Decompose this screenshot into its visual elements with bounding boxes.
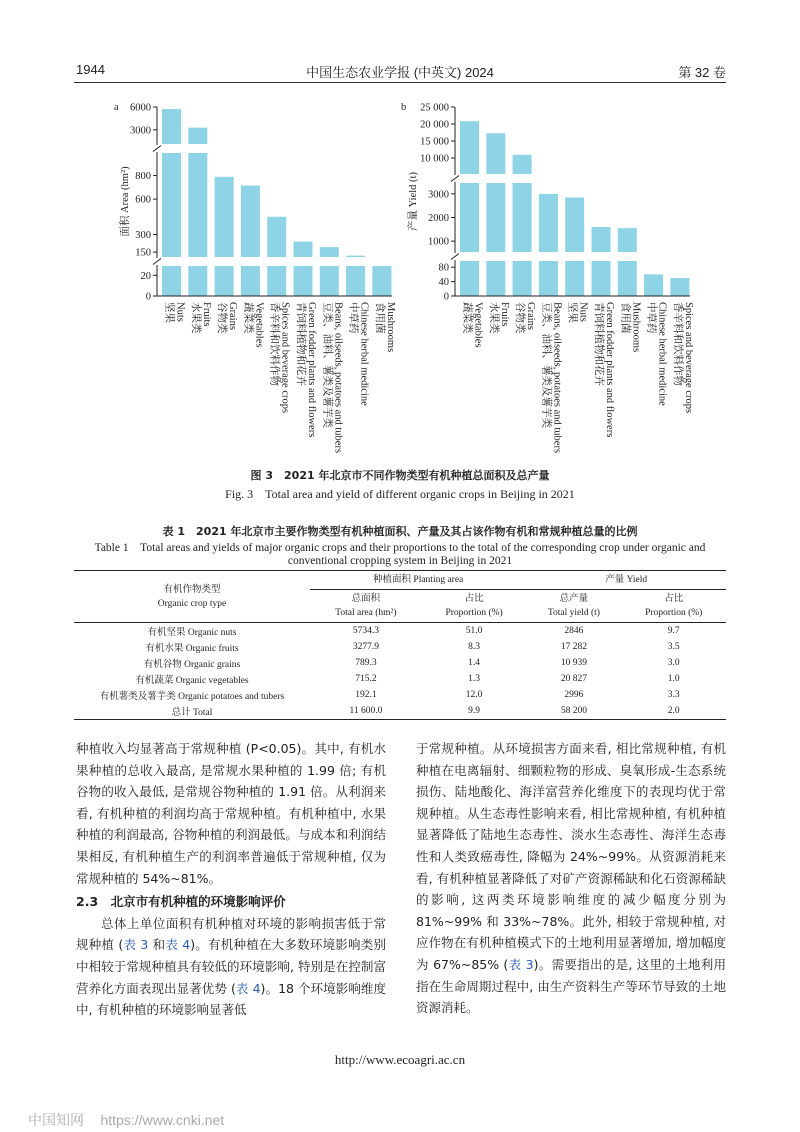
- category-label-zh: 坚果: [163, 302, 175, 323]
- category-label-en: Nuts: [174, 302, 186, 322]
- table-4-ref[interactable]: 表 4: [165, 937, 191, 953]
- journal-title: 中国生态农业学报 (中英文) 2024: [306, 65, 494, 80]
- table-row: [74, 623, 726, 640]
- header-crop-type-zh: 有机作物类型: [163, 584, 221, 595]
- row-type: 有机蔬菜 Organic vegetables: [135, 676, 249, 686]
- category-label-zh: 豆类、油料、薯类及薯芋类: [540, 302, 552, 428]
- header-crop-type-en: Organic crop type: [157, 598, 227, 609]
- bar-vegetables: [241, 186, 260, 296]
- table-caption-en-line2: conventional cropping system in Beijing in 2021: [287, 555, 513, 567]
- paragraph: 种植收入均显著高于常规种植 (P<0.05)。其中, 有机水果种植的总收入最高, 是常规水果种植的 1.99 倍; 有机谷物的收入最低, 是常规谷物种植的 1.91 倍。从利润来看, 有机种植的利润均高于常规种植。有机种植中, 水果种植的利润最高, 谷物种植的利润最低。与成本和利润结果相反, 有机种植生产的利润率普遍低于常规种植, 仅为常规种植的 54%~81%。: [76, 741, 386, 886]
- bar-beans-oilseeds-potatoes-and-tubers: [539, 194, 558, 296]
- page-number: 1944: [76, 62, 105, 77]
- header-yield: 产量 Yield: [526, 571, 726, 590]
- header-total-area: 总面积 Total area (hm²): [335, 594, 397, 618]
- panel-letter: b: [401, 102, 407, 113]
- row-area-prop: 1.3: [468, 674, 481, 684]
- y-tick-label: 10 000: [420, 153, 449, 165]
- header-crop-type: [74, 571, 310, 623]
- y-tick-label: 40: [438, 277, 449, 289]
- y-tick-label: 3000: [428, 189, 449, 201]
- header-yield-proportion: 占比 Proportion (%): [645, 594, 703, 618]
- category-label-zh: 坚果: [566, 302, 578, 323]
- table-row: [74, 655, 726, 671]
- volume-label: 第 32 卷: [678, 65, 726, 80]
- row-area: 5734.3: [352, 626, 379, 636]
- category-label-zh: 青饲料植物和花卉: [295, 302, 306, 386]
- bar-mushrooms: [372, 265, 391, 296]
- category-label-zh: 谷物类: [216, 302, 228, 334]
- watermark-zh: 中国知网: [28, 1113, 84, 1129]
- bar-spices-and-beverage-crops: [670, 278, 689, 296]
- y-tick-label: 20: [140, 270, 151, 282]
- row-type: 有机谷物 Organic grains: [143, 660, 241, 670]
- row-yield: 20 827: [560, 674, 587, 684]
- row-yield: 10 939: [560, 658, 587, 668]
- category-label-zh: 水果类: [487, 302, 499, 334]
- y-tick-label: 0: [443, 291, 449, 303]
- watermark-url: https://www.cnki.net: [100, 1112, 225, 1128]
- table-row-total: [74, 703, 726, 720]
- table-3-ref[interactable]: 表 3: [508, 956, 534, 972]
- row-area-prop: 8.3: [468, 642, 481, 652]
- axis-break: [154, 144, 395, 153]
- category-label-zh: 豆类、油料、薯类及薯芋类: [321, 302, 333, 428]
- category-label-zh: 香辛料和饮料作物: [671, 302, 683, 386]
- footer-url[interactable]: http://www.ecoagri.ac.cn: [334, 1052, 466, 1067]
- bar-fruits: [486, 133, 505, 296]
- table-caption-en-line1: Table 1 Total areas and yields of major organic crops and their proportions to the total of the corresponding crop under organic and: [94, 542, 706, 554]
- body-right-column: [416, 738, 726, 1019]
- row-yield-prop: 2.0: [667, 706, 680, 716]
- row-yield: 58 200: [560, 706, 587, 716]
- category-label-en: Fruits: [200, 302, 212, 327]
- category-label-en: Grains: [525, 302, 537, 330]
- panel-letter: a: [114, 102, 119, 113]
- row-yield-prop: 3.5: [667, 642, 680, 652]
- category-label-zh: 青饲料植物和花卉: [593, 302, 604, 386]
- y-axis-label: 面积 Area (hm²): [120, 166, 131, 237]
- category-label-zh: 食用菌: [619, 302, 631, 334]
- y-tick-label: 20 000: [420, 119, 449, 131]
- y-tick-label: 15 000: [420, 136, 449, 148]
- category-label-zh: 食用菌: [373, 302, 385, 334]
- y-tick-label: 1000: [428, 236, 449, 248]
- axis-break: [452, 252, 693, 261]
- category-label-en: Beans, oilseeds, potatoes and tubers: [551, 302, 563, 454]
- category-label-en: Vegetables: [253, 302, 265, 348]
- table-row: [74, 687, 726, 703]
- category-label-en: Chinese herbal medicine: [358, 302, 370, 406]
- category-label-zh: 香辛料和饮料作物: [268, 302, 280, 386]
- row-type: 有机坚果 Organic nuts: [147, 628, 237, 638]
- category-label-en: Nuts: [577, 302, 589, 322]
- row-yield: 2996: [564, 690, 584, 700]
- category-label-zh: 中草药: [645, 302, 657, 334]
- category-label-en: Chinese herbal medicine: [656, 302, 668, 406]
- row-type: 有机薯类及薯芋类 Organic potatoes and tubers: [99, 692, 285, 702]
- category-label-en: Mushrooms: [384, 302, 396, 353]
- bar-green-fodder-plants-and-flowers: [592, 227, 611, 296]
- category-label-en: Green fodder plants and flowers: [306, 302, 317, 438]
- y-tick-label: 0: [145, 291, 151, 303]
- row-area-prop: 9.9: [468, 706, 481, 716]
- watermark-cnki: [28, 1110, 224, 1130]
- panel-a: [114, 102, 396, 453]
- bar-mushrooms: [618, 228, 637, 296]
- category-label-zh: 谷物类: [514, 302, 526, 334]
- row-area-prop: 1.4: [468, 658, 481, 668]
- table-row: [74, 639, 726, 655]
- table-3-ref[interactable]: 表 3: [123, 937, 149, 953]
- category-label-en: Green fodder plants and flowers: [604, 302, 615, 438]
- row-area: 715.2: [355, 674, 377, 684]
- category-label-zh: 蔬菜类: [461, 302, 473, 334]
- bar-vegetables: [460, 121, 479, 296]
- bar-nuts: [565, 197, 584, 296]
- row-yield-prop: 1.0: [667, 674, 680, 684]
- y-tick-label: 6000: [130, 102, 151, 114]
- y-tick-label: 2000: [428, 213, 449, 224]
- row-yield-prop: 3.3: [667, 690, 680, 700]
- row-area-prop: 51.0: [465, 626, 483, 636]
- table-row: [74, 671, 726, 687]
- bar-spices-and-beverage-crops: [267, 217, 286, 296]
- category-label-zh: 中草药: [347, 302, 359, 334]
- paragraph: 于常规种植。从环境损害方面来看, 相比常规种植, 有机种植在电离辐射、细颗粒物的形成、臭氧形成-生态系统损伤、陆地酸化、海洋富营养化维度下的表现均优于常规种植。从生态毒性影响来看, 相比常规种植, 有机种植显著降低了陆地生态毒性、淡水生态毒性、海洋生态毒性和人类致癌毒性, 降幅为 24%~99%。从资源消耗来看, 有机种植显著降低了对矿产资源稀缺和化石资源稀缺的影响, 这两类环境影响维度的减少幅度分别为 81%~99% 和 33%~78%。此外, 相较于常规种植, 对应作物在有机种植模式下的土地利用显著增加, 增加幅度为 67%~85% (表 3)。需要指出的是, 这里的土地利用指在生命周期过程中, 由生产资料生产等环节导致的土地资源消耗。: [416, 741, 726, 1016]
- figure-caption-en: Fig. 3 Total area and yield of different organic crops in Beijing in 2021: [225, 487, 575, 501]
- category-label-en: Grains: [227, 302, 239, 330]
- bar-nuts: [162, 109, 181, 296]
- y-tick-label: 800: [135, 171, 151, 183]
- category-label-en: Beans, oilseeds, potatoes and tubers: [332, 302, 344, 454]
- row-area: 789.3: [355, 658, 377, 668]
- axis-break: [452, 174, 693, 183]
- row-area: 3277.9: [352, 642, 379, 652]
- y-tick-label: 25 000: [420, 102, 449, 114]
- category-label-en: Spices and beverage crops: [682, 302, 694, 414]
- header-total-yield: 总产量 Total yield (t): [547, 594, 600, 618]
- row-type: 有机水果 Organic fruits: [145, 644, 239, 654]
- section-heading: 2.3 北京市有机种植的环境影响评价: [76, 894, 286, 910]
- bar-green-fodder-plants-and-flowers: [294, 242, 313, 296]
- y-tick-label: 150: [135, 247, 151, 259]
- category-label-en: Vegetables: [472, 302, 484, 348]
- table-caption-en: [74, 539, 726, 567]
- row-type: 总计 Total: [171, 708, 213, 718]
- table-4-ref[interactable]: 表 4: [235, 980, 261, 996]
- category-label-en: Fruits: [498, 302, 510, 327]
- header-planting-area: 种植面积 Planting area: [310, 571, 526, 590]
- figure-caption-zh: 图 3 2021 年北京市不同作物类型有机种植总面积及总产量: [250, 469, 550, 482]
- bar-chinese-herbal-medicine: [644, 274, 663, 296]
- y-tick-label: 3000: [130, 125, 151, 137]
- table-caption-zh: 表 1 2021 年北京市主要作物类型有机种植面积、产量及其占该作物有机和常规种植总量的比例: [162, 525, 638, 538]
- y-tick-label: 80: [438, 262, 449, 274]
- category-label-en: Spices and beverage crops: [279, 302, 291, 414]
- y-tick-label: 300: [135, 229, 151, 241]
- row-yield-prop: 3.0: [667, 658, 680, 668]
- row-area: 11 600.0: [349, 706, 383, 716]
- y-axis-label: 产量 Yield (t): [408, 172, 419, 231]
- paragraph: 总体上单位面积有机种植对环境的影响损害低于常规种植 (表 3 和表 4)。有机种植在大多数环境影响类别中相较于常规种植具有较低的环境影响, 特别是在控制富营养化方面表现出显著优势 (表 4)。18 个环境影响维度中, 有机种植的环境影响显著低: [76, 915, 386, 1018]
- row-yield-prop: 9.7: [667, 626, 680, 636]
- row-area-prop: 12.0: [465, 690, 483, 700]
- row-area: 192.1: [355, 690, 377, 700]
- category-label-zh: 水果类: [189, 302, 201, 334]
- category-label-zh: 蔬菜类: [242, 302, 254, 334]
- figure-3: [0, 95, 800, 460]
- panel-b: [401, 102, 694, 453]
- bar-beans-oilseeds-potatoes-and-tubers: [320, 247, 339, 296]
- header-area-proportion: 占比 Proportion (%): [445, 594, 503, 618]
- bar-grains: [215, 177, 234, 296]
- row-yield: 17 282: [560, 642, 587, 652]
- y-tick-label: 600: [135, 194, 151, 206]
- row-yield: 2846: [564, 626, 584, 636]
- table-1: [74, 570, 726, 720]
- category-label-en: Mushrooms: [630, 302, 642, 353]
- axis-break: [154, 257, 395, 266]
- body-left-column: [76, 738, 386, 1021]
- header-rule: [74, 82, 726, 83]
